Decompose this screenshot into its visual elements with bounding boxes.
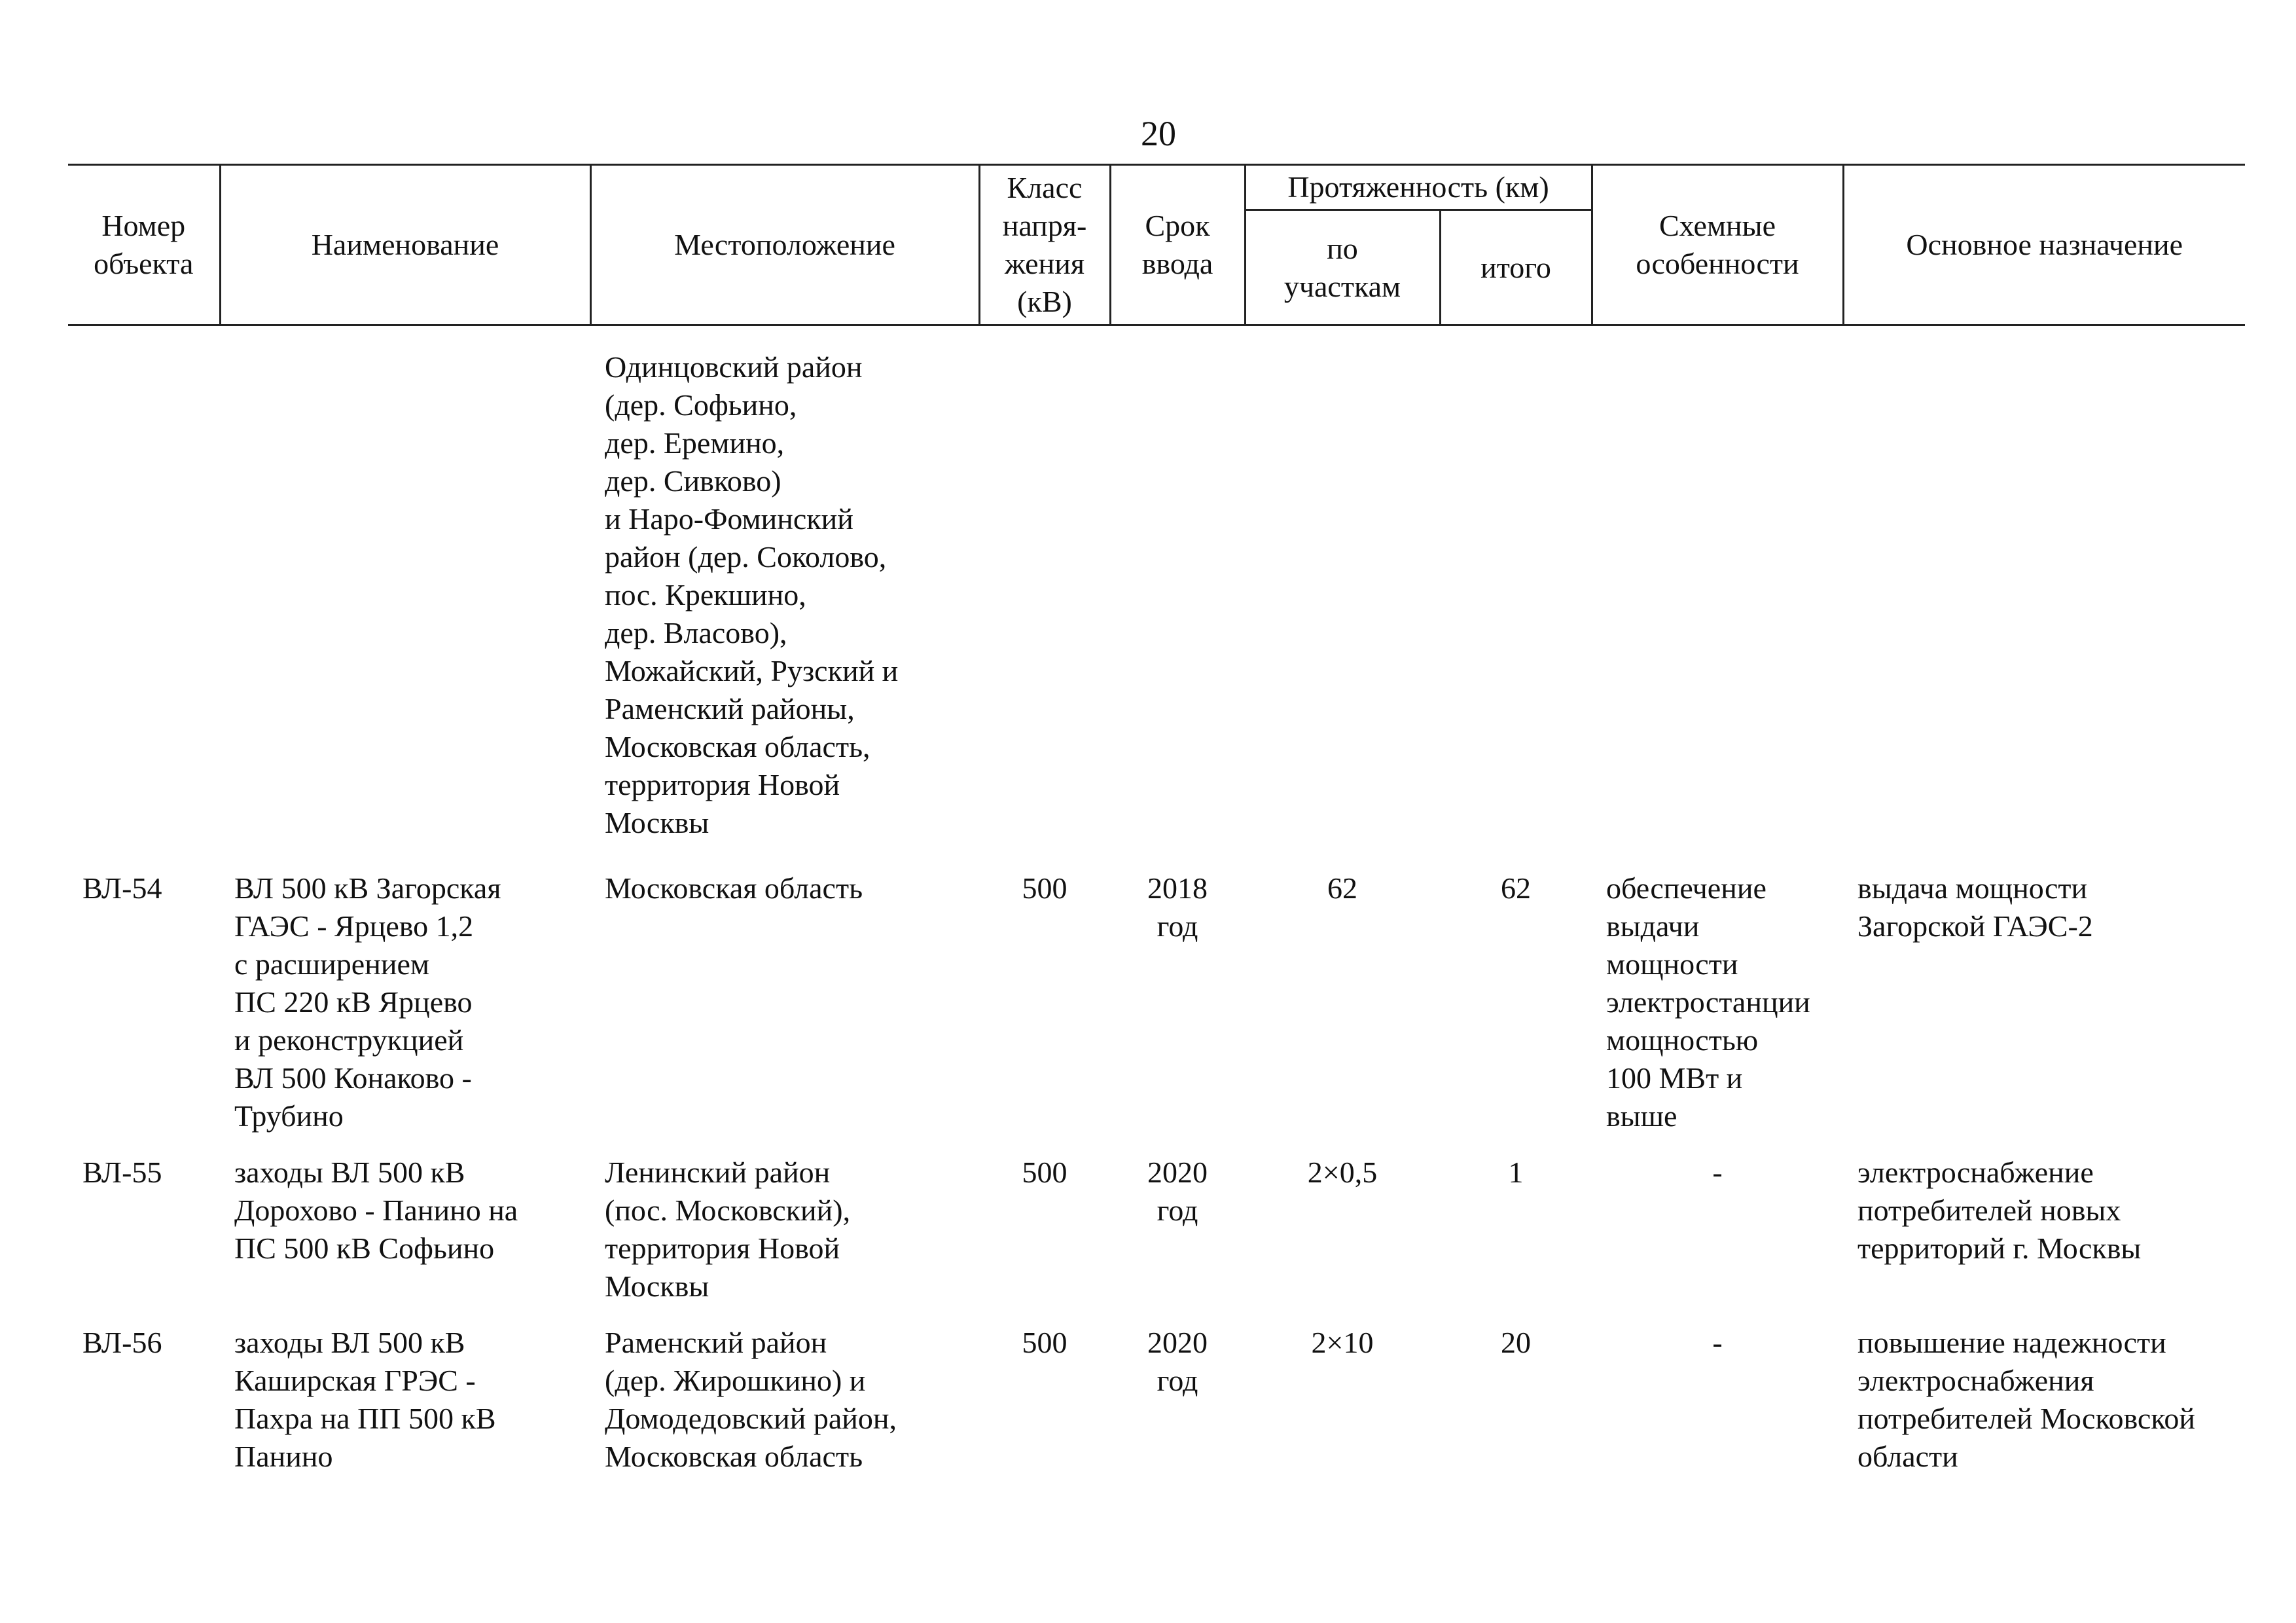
cell-length-sections: 2×10 xyxy=(1311,1326,1374,1359)
cell-name: ВЛ 500 кВ Загорская ГАЭС - Ярцево 1,2 с расширением ПС 220 кВ Ярцево и реконструкцией ВЛ 500 Конаково - Трубино xyxy=(234,871,501,1133)
header-name: Наименование xyxy=(220,165,590,325)
cell-scheme: - xyxy=(1712,1156,1723,1189)
cell-length-sections xyxy=(1245,325,1440,870)
cell-voltage: 500 xyxy=(1022,871,1067,905)
cell-location: Раменский район (дер. Жирошкино) и Домодедовский район, Московская область xyxy=(605,1326,897,1473)
cell-voltage: 500 xyxy=(1022,1156,1067,1189)
cell-location: Московская область xyxy=(605,871,863,905)
header-number: Номер объекта xyxy=(68,165,220,325)
cell-purpose xyxy=(1843,325,2245,870)
table-row xyxy=(68,1324,2245,1494)
cell-purpose: повышение надежности электроснабжения потребителей Московской области xyxy=(1857,1326,2195,1473)
cell-term: 2020 год xyxy=(1147,1156,1208,1227)
cell-length-sections: 2×0,5 xyxy=(1307,1156,1378,1189)
table-row-continuation xyxy=(68,325,2245,870)
header-purpose: Основное назначение xyxy=(1843,165,2245,325)
table-row xyxy=(68,869,2245,1154)
cell-number: ВЛ-54 xyxy=(82,871,162,905)
cell-term: 2020 год xyxy=(1147,1326,1208,1397)
cell-term xyxy=(1110,325,1245,870)
cell-length-total: 62 xyxy=(1501,871,1531,905)
header-length-total: итого xyxy=(1440,210,1592,325)
cell-scheme xyxy=(1592,325,1843,870)
header-length-group: Протяженность (км) xyxy=(1245,165,1592,210)
table-row xyxy=(68,1154,2245,1324)
cell-voltage xyxy=(979,325,1110,870)
cell-name: заходы ВЛ 500 кВ Дорохово - Панино на ПС 500 кВ Софьино xyxy=(234,1156,518,1265)
cell-name: заходы ВЛ 500 кВ Каширская ГРЭС - Пахра на ПП 500 кВ Панино xyxy=(234,1326,496,1473)
page-number: 20 xyxy=(1141,114,1176,153)
cell-length-total xyxy=(1440,325,1592,870)
cell-location: Ленинский район (пос. Московский), территория Новой Москвы xyxy=(605,1156,851,1303)
cell-scheme: - xyxy=(1712,1326,1723,1359)
cell-term: 2018 год xyxy=(1147,871,1208,943)
cell-purpose: электроснабжение потребителей новых территорий г. Москвы xyxy=(1857,1156,2142,1265)
cell-voltage: 500 xyxy=(1022,1326,1067,1359)
cell-number xyxy=(68,325,220,870)
cell-number: ВЛ-56 xyxy=(82,1326,162,1359)
cell-name xyxy=(220,325,590,870)
cell-length-total: 20 xyxy=(1501,1326,1531,1359)
cell-purpose: выдача мощности Загорской ГАЭС-2 xyxy=(1857,871,2093,943)
cell-length-total: 1 xyxy=(1508,1156,1524,1189)
header-term: Срок ввода xyxy=(1110,165,1245,325)
cell-number: ВЛ-55 xyxy=(82,1156,162,1189)
header-length-sections: по участкам xyxy=(1245,210,1440,325)
cell-length-sections: 62 xyxy=(1327,871,1357,905)
header-location: Местоположение xyxy=(590,165,979,325)
header-scheme: Схемные особенности xyxy=(1592,165,1843,325)
cell-location: Одинцовский район (дер. Софьино, дер. Еремино, дер. Сивково) и Наро-Фоминский район (дер. Соколово, пос. Крекшино, дер. Власово), Можайский, Рузский и Раменский районы, Московская область, территория Новой Москвы xyxy=(605,350,899,839)
table-header xyxy=(68,165,2245,325)
header-voltage: Класс напря- жения (кВ) xyxy=(979,165,1110,325)
objects-table xyxy=(68,164,2245,1494)
cell-scheme: обеспечение выдачи мощности электростанции мощностью 100 МВт и выше xyxy=(1606,871,1810,1133)
